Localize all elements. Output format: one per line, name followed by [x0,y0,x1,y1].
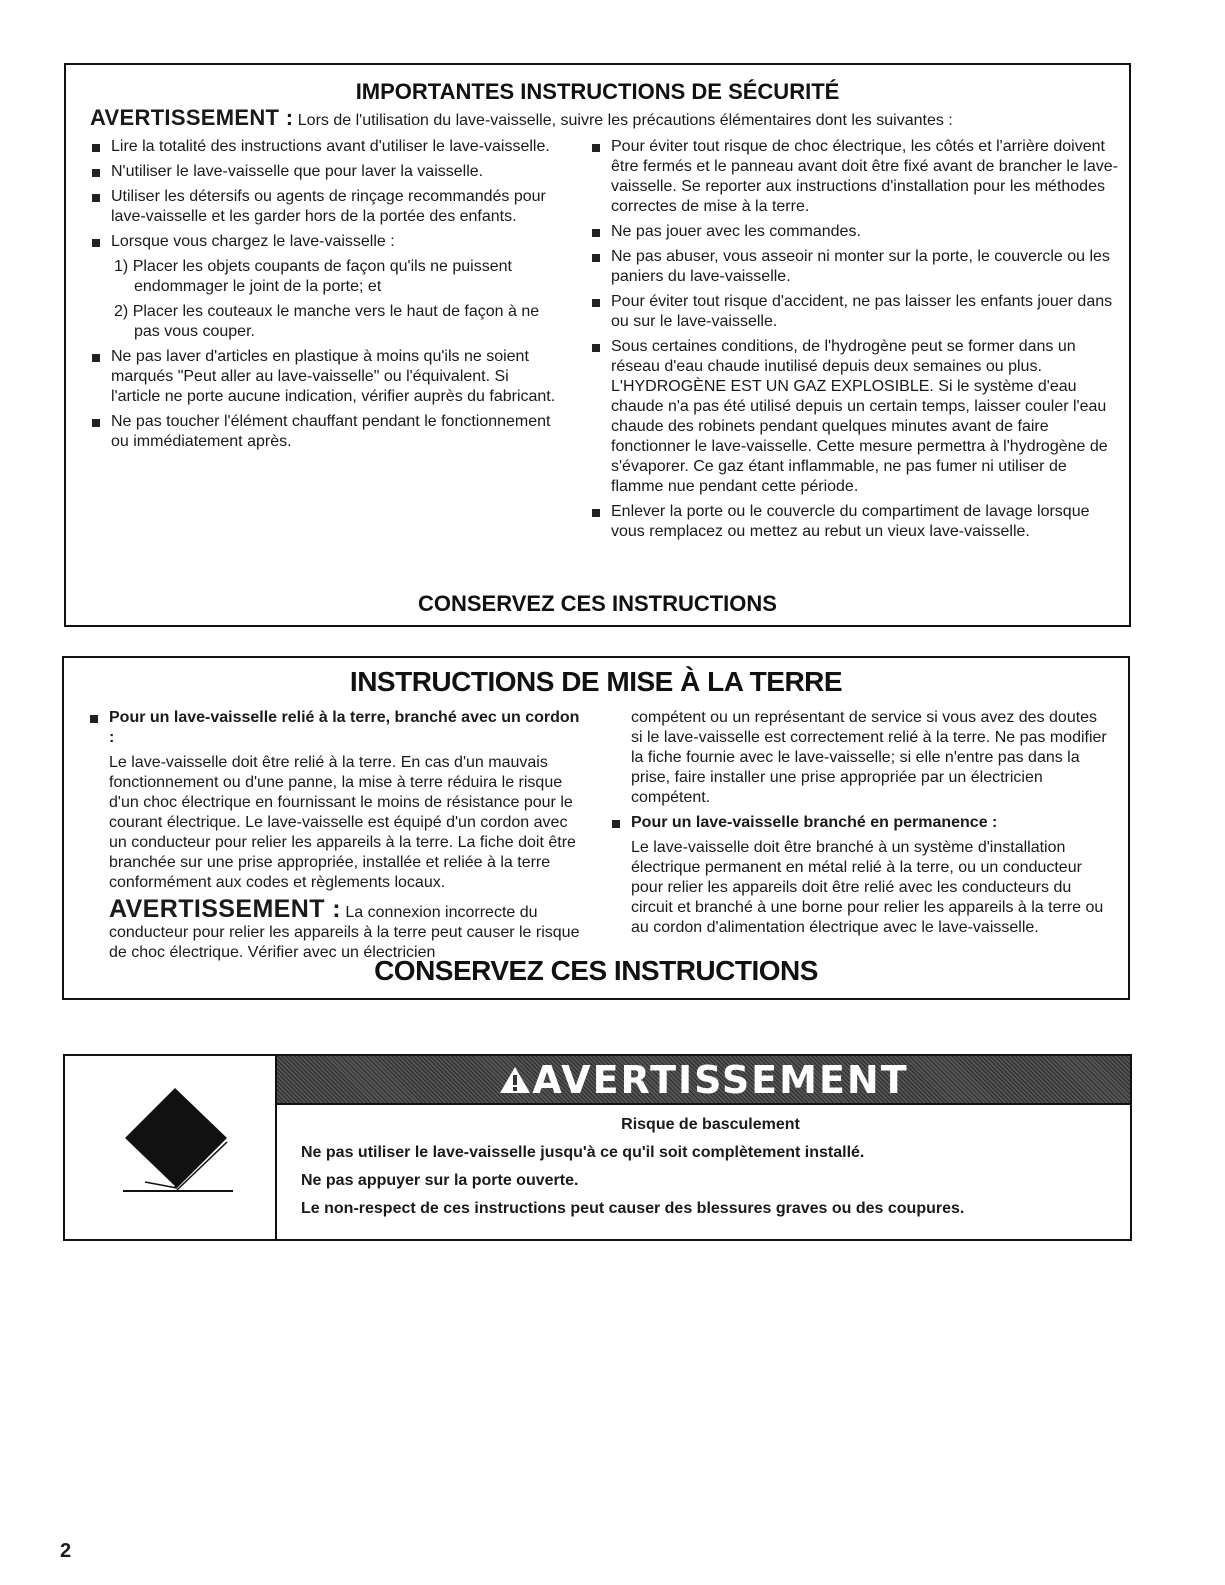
sub-item [90,302,560,342]
tip-line: Le non-respect de ces instructions peut causer des blessures graves ou des coupures. [301,1200,965,1217]
grounding-continued-text: compétent ou un représentant de service si vous avez des doutes si le lave-vaisselle est correctement relié à la terre. Ne pas modifier la fiche fournie avec le lave-vaisselle; si elle n'entre pas dans la prise, faire installer une prise appropriée par un électricien compétent. [631,709,1107,806]
safety-instructions-box [64,63,1131,627]
tip-icon-cell [65,1056,277,1239]
sub-item [90,257,560,297]
grounding-right-column [610,708,1110,938]
tip-warning-text [301,1116,1120,1228]
warning-banner-content [498,1058,908,1102]
list-item: Lorsque vous chargez le lave-vaisselle : [90,232,560,252]
list-item: Ne pas abuser, vous asseoir ni monter sur la porte, le couvercle ou les paniers du lave-vaisselle. [590,247,1122,287]
warning-banner-text: AVERTISSEMENT [532,1057,909,1102]
list-item: Pour éviter tout risque de choc électrique, les côtés et l'arrière doivent être fermés et le panneau avant doit être fixé avant de brancher le lave-vaisselle. Se reporter aux instructions d'installation pour les méthodes correctes de mise à la terre. [590,137,1122,217]
grounding-permanent-heading: Pour un lave-vaisselle branché en permanence : [610,813,1110,833]
tip-line: Ne pas appuyer sur la porte ouverte. [301,1172,579,1189]
grounding-cord-body: Le lave-vaisselle doit être relié à la terre. En cas d'un mauvais fonctionnement ou d'une panne, la mise à terre réduira le risque d'un choc électrique en fournissant le moins de résistance pour le courant électrique. Le lave-vaisselle est équipé d'un cordon avec un conducteur pour relier les appareils à la terre. La fiche doit être branchée sur une prise appropriée, installée et reliée à la terre conformément aux codes et règlements locaux. [109,754,576,891]
safety-title: IMPORTANTES INSTRUCTIONS DE SÉCURITÉ [355,79,840,104]
warning-word: AVERTISSEMENT : [109,895,341,923]
warning-banner [277,1056,1130,1105]
tipping-dishwasher-icon [65,1056,275,1241]
list-item: Enlever la porte ou le couvercle du compartiment de lavage lorsque vous remplacez ou mettez au rebut un vieux lave-vaisselle. [590,502,1122,542]
tip-over-warning-box [63,1054,1132,1241]
list-item: Lire la totalité des instructions avant d'utiliser le lave-vaisselle. [90,137,560,157]
tip-line: Ne pas utiliser le lave-vaisselle jusqu'à ce qu'il soit complètement installé. [301,1144,865,1161]
sub-item-number: 1) [114,258,129,275]
warning-text: Lors de l'utilisation du lave-vaisselle, suivre les précautions élémentaires dont les suivantes : [297,112,953,129]
list-item: N'utiliser le lave-vaisselle que pour laver la vaisselle. [90,162,560,182]
list-item: Pour éviter tout risque d'accident, ne pas laisser les enfants jouer dans ou sur le lave-vaisselle. [590,292,1122,332]
sub-item-text: Placer les objets coupants de façon qu'ils ne puissent endommager le joint de la porte; et [132,258,512,295]
safety-right-column [590,137,1122,547]
grounding-cord-heading: Pour un lave-vaisselle relié à la terre, branché avec un cordon : [88,708,588,748]
sub-item-text: Placer les couteaux le manche vers le haut de façon à ne pas vous couper. [132,303,540,340]
grounding-title: INSTRUCTIONS DE MISE À LA TERRE [349,666,843,697]
grounding-permanent-body: Le lave-vaisselle doit être branché à un système d'installation électrique permanent en métal relié à la terre, ou un conducteur pour relier les appareils doit être relié avec les conducteurs du circuit et branché à une borne pour relier les appareils à la terre ou au cordon d'alimentation électrique avec le lave-vaisselle. [631,839,1104,936]
tip-subtitle: Risque de basculement [621,1116,800,1133]
warning-word: AVERTISSEMENT : [90,105,294,130]
list-item: Ne pas jouer avec les commandes. [590,222,1122,242]
list-item: Ne pas laver d'articles en plastique à moins qu'ils ne soient marqués "Peut aller au lave-vaisselle" ou l'équivalent. Si l'article ne porte aucune indication, vérifier auprès du fabricant. [90,347,560,407]
warning-text: La connexion incorrecte du conducteur pour relier les appareils à la terre peut causer le risque de choc électrique. Vérifier avec un électricien [109,904,580,961]
warning-triangle-icon [498,1065,532,1095]
sub-item-number: 2) [114,303,129,320]
grounding-left-column [88,708,588,963]
grounding-warning [88,895,588,963]
list-item: Ne pas toucher l'élément chauffant pendant le fonctionnement ou immédiatement après. [90,412,560,452]
list-item: Utiliser les détersifs ou agents de rinçage recommandés pour lave-vaisselle et les garder hors de la portée des enfants. [90,187,560,227]
page-number: 2 [60,1540,72,1562]
grounding-instructions-box [62,656,1130,1000]
save-instructions-heading: CONSERVEZ CES INSTRUCTIONS [374,955,818,986]
safety-left-column [90,137,560,457]
list-item: Sous certaines conditions, de l'hydrogène peut se former dans un réseau d'eau chaude inutilisé depuis deux semaines ou plus. L'HYDROGÈNE EST UN GAZ EXPLOSIBLE. Si le système d'eau chaude n'a pas été utilisé depuis un certain temps, laisser couler l'eau chaude des robinets pendant quelques minutes avant de faire fonctionner le lave-vaisselle. Cette mesure permettra à l'hydrogène de s'évaporer. Ce gaz étant inflammable, ne pas fumer ni utiliser de flamme nue pendant cette période. [590,337,1122,497]
safety-warning [90,105,1119,131]
save-instructions-heading: CONSERVEZ CES INSTRUCTIONS [418,591,777,616]
